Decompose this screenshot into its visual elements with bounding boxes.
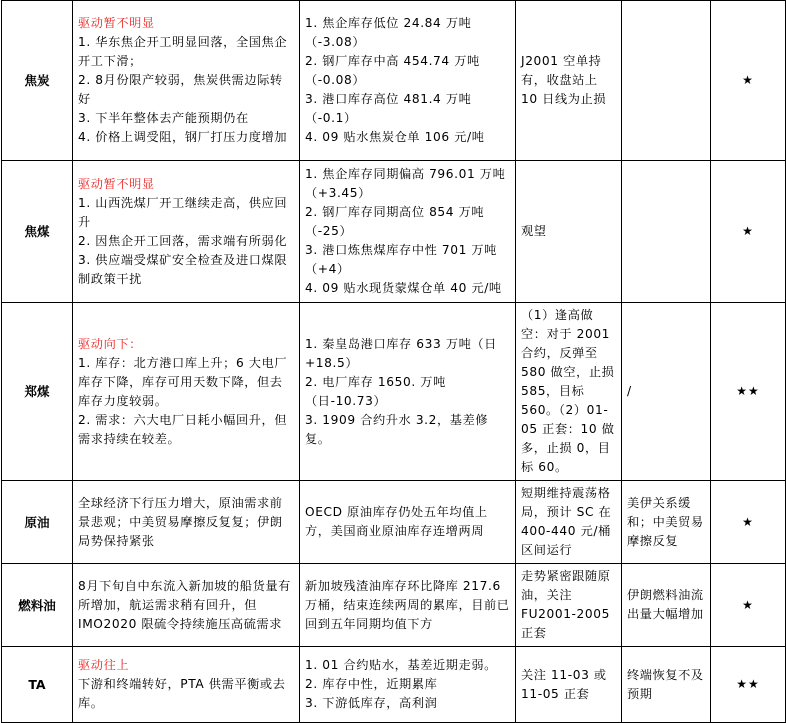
inventory-line: 3. 港口炼焦煤库存中性 701 万吨（+4） [305, 243, 497, 276]
table-row [2, 564, 786, 647]
inventory-cell [300, 303, 516, 481]
rating-stars: ★ [711, 481, 786, 564]
table-row [2, 481, 786, 564]
driver-line: 2. 8月份限产较弱，焦炭供需边际转好 [78, 73, 283, 106]
driver-line: 2. 因焦企开工回落，需求端有所弱化 [78, 233, 288, 248]
driver-cell [73, 303, 300, 481]
strategy-cell: J2001 空单持有，收盘站上 10 日线为止损 [516, 1, 622, 161]
other-cell: 美伊关系缓和；中美贸易摩擦反复 [622, 481, 711, 564]
driver-cell [73, 161, 300, 303]
other-cell: / [622, 303, 711, 481]
inventory-line: 3. 1909 合约升水 3.2，基差修复。 [305, 412, 489, 446]
inventory-line: 3. 下游低库存，高利润 [305, 696, 438, 710]
driver-line: 1. 华东焦企开工明显回落，全国焦企开工下滑； [78, 35, 288, 68]
inventory-line: 4. 09 贴水焦炭仓单 106 元/吨 [305, 130, 485, 144]
driver-label: 驱动向下： [78, 336, 142, 351]
inventory-line: 2. 钢厂库存中高 454.74 万吨（-0.08） [305, 54, 480, 87]
rating-stars: ★★ [711, 647, 786, 723]
table-row [2, 161, 786, 303]
driver-line: 4. 价格上调受阻，钢厂打压力度增加 [78, 130, 288, 144]
other-cell: 伊朗燃料油流出量大幅增加 [622, 564, 711, 647]
rating-stars: ★ [711, 564, 786, 647]
commodity-name: TA [2, 647, 73, 723]
inventory-line: 1. 焦企库存同期偏高 796.01 万吨（+3.45） [305, 167, 506, 200]
commodity-name: 燃料油 [2, 564, 73, 647]
inventory-line: 3. 港口库存高位 481.4 万吨（-0.1） [305, 92, 472, 125]
strategy-cell: （1）逢高做空：对于 2001 合约，反弹至 580 做空，止损 585，目标 560。（2）01-05 正套：10 做多，止损 0，目标 60。 [516, 303, 622, 481]
driver-label: 驱动往上 [78, 658, 130, 672]
strategy-cell: 关注 11-03 或 11-05 正套 [516, 647, 622, 723]
inventory-line: 2. 库存中性，近期累库 [305, 677, 438, 691]
other-cell: 终端恢复不及预期 [622, 647, 711, 723]
driver-line: 2. 需求：六大电厂日耗小幅回升，但需求持续在较差。 [78, 412, 288, 446]
table-row [2, 1, 786, 161]
driver-line: 1. 山西洗煤厂开工继续走高，供应回升 [78, 195, 288, 229]
inventory-cell: 新加坡残渣油库存环比降库 217.6 万桶，结束连续两周的累库，目前已回到五年同期均值下方 [300, 564, 516, 647]
driver-label: 驱动暂不明显 [78, 176, 155, 191]
commodity-name: 郑煤 [2, 303, 73, 481]
inventory-line: 1. 01 合约贴水，基差近期走弱。 [305, 658, 497, 672]
commodity-table [1, 0, 786, 723]
inventory-cell [300, 161, 516, 303]
inventory-line: 1. 秦皇岛港口库存 633 万吨（日+18.5） [305, 336, 497, 370]
driver-cell [73, 1, 300, 161]
driver-cell: 全球经济下行压力增大，原油需求前景悲观；中美贸易摩擦反复复；伊朗局势保持紧张 [73, 481, 300, 564]
other-cell [622, 1, 711, 161]
strategy-cell: 观望 [516, 161, 622, 303]
strategy-cell: 短期维持震荡格局，预计 SC 在 400-440 元/桶区间运行 [516, 481, 622, 564]
table-row [2, 303, 786, 481]
driver-label: 驱动暂不明显 [78, 16, 155, 30]
driver-line: 下游和终端转好，PTA 供需平衡或去库。 [78, 677, 286, 710]
driver-line: 3. 供应端受煤矿安全检查及进口煤限制政策干扰 [78, 252, 288, 286]
rating-stars: ★★ [711, 303, 786, 481]
commodity-name: 焦煤 [2, 161, 73, 303]
inventory-cell [300, 1, 516, 161]
rating-stars: ★ [711, 161, 786, 303]
driver-line: 1. 库存：北方港口库上升；6 大电厂库存下降，库存可用天数下降，但去库存力度较弱。 [78, 355, 288, 408]
inventory-line: 2. 钢厂库存同期高位 854 万吨（-25） [305, 205, 485, 238]
inventory-cell: OECD 原油库存仍处五年均值上方，美国商业原油库存连增两周 [300, 481, 516, 564]
other-cell [622, 161, 711, 303]
inventory-line: 1. 焦企库存低位 24.84 万吨（-3.08） [305, 16, 472, 49]
rating-stars: ★ [711, 1, 786, 161]
driver-cell: 8月下旬自中东流入新加坡的船货量有所增加，航运需求稍有回升，但 IMO2020 限硫令持续施压高硫需求 [73, 564, 300, 647]
commodity-name: 原油 [2, 481, 73, 564]
table-row [2, 647, 786, 723]
inventory-line: 2. 电厂库存 1650. 万吨（日-10.73） [305, 374, 446, 408]
strategy-cell: 走势紧密跟随原油，关注 FU2001-2005 正套 [516, 564, 622, 647]
driver-line: 3. 下半年整体去产能预期仍在 [78, 111, 249, 125]
inventory-cell [300, 647, 516, 723]
inventory-line: 4. 09 贴水现货蒙煤仓单 40 元/吨 [305, 281, 502, 295]
driver-cell [73, 647, 300, 723]
commodity-name: 焦炭 [2, 1, 73, 161]
